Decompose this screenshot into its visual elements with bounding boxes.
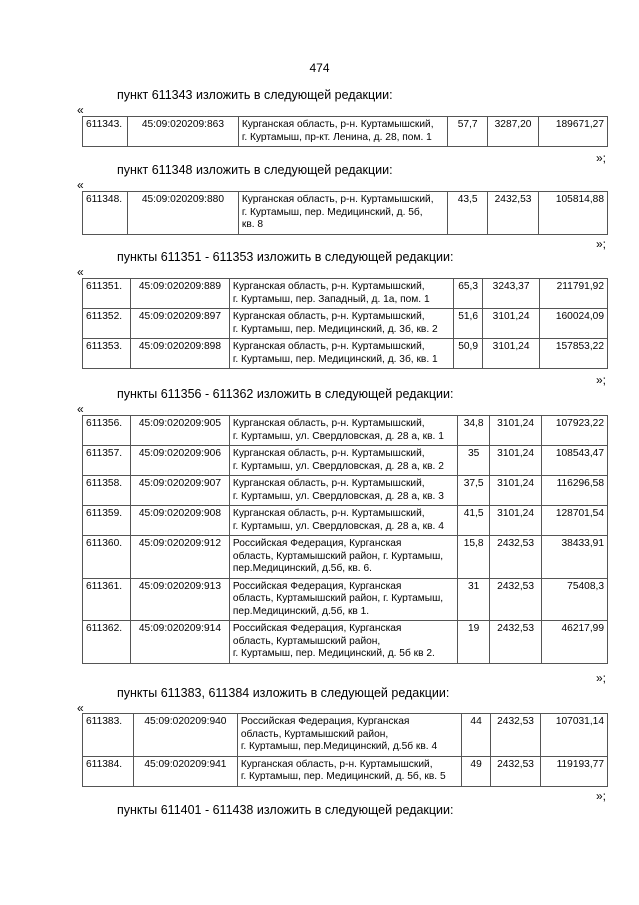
- address-line: Курганская область, р-н. Куртамышский,: [241, 194, 434, 205]
- open-quote: «: [77, 701, 84, 715]
- cadastral-number: 45:09:020209:940: [133, 714, 237, 757]
- area: 49: [462, 756, 491, 786]
- total-value: 105814,88: [539, 192, 608, 235]
- address-line: Курганская область, р-н. Куртамышский,: [232, 341, 425, 352]
- unit-price: 2432,53: [490, 536, 542, 579]
- table-row: [83, 309, 608, 339]
- address-line: Российская Федерация, Курганская: [232, 623, 402, 634]
- address-line: г. Куртамыш, пер. Медицинский, д. 3б, кв. 1: [232, 353, 438, 365]
- table-row: [83, 476, 608, 506]
- cadastral-number: 45:09:020209:905: [130, 416, 229, 446]
- close-quote: »;: [595, 789, 606, 803]
- table-row: [83, 416, 608, 446]
- unit-price: 3101,24: [490, 446, 542, 476]
- registry-table: [82, 278, 608, 369]
- total-value: 128701,54: [542, 506, 608, 536]
- unit-price: 3287,20: [488, 117, 539, 147]
- address: [229, 536, 457, 579]
- address-line: г. Куртамыш, пр-кт. Ленина, д. 28, пом. 1: [241, 131, 432, 143]
- area: 15,8: [458, 536, 490, 579]
- total-value: 38433,91: [542, 536, 608, 579]
- address-line: Курганская область, р-н. Куртамышский,: [232, 418, 425, 429]
- total-value: 160024,09: [540, 309, 608, 339]
- address-line: г. Куртамыш, пер. Медицинский, д. 5б, кв. 5: [240, 771, 446, 782]
- item-number: 611348.: [83, 192, 128, 235]
- unit-price: 3101,24: [490, 416, 542, 446]
- unit-price: 2432,53: [488, 192, 539, 235]
- address-line: Курганская область, р-н. Куртамышский,: [241, 119, 434, 130]
- page-number: 474: [309, 61, 330, 75]
- address: [229, 476, 457, 506]
- cadastral-number: 45:09:020209:907: [130, 476, 229, 506]
- registry-table: [82, 415, 608, 664]
- cadastral-number: 45:09:020209:906: [130, 446, 229, 476]
- registry-table: [82, 191, 608, 235]
- section-heading: пункты 611351 - 611353 изложить в следующей редакции:: [117, 250, 454, 264]
- address-line: Курганская область, р-н. Куртамышский,: [240, 758, 433, 770]
- address: [229, 506, 457, 536]
- table-row: [83, 621, 608, 664]
- table-row: [83, 339, 608, 369]
- address-line: г. Куртамыш, пер. Западный, д. 1а, пом. 1: [232, 293, 430, 305]
- address-line: г. Куртамыш, пер. Медицинский, д. 5б кв 2.: [232, 648, 435, 659]
- address: [229, 446, 457, 476]
- unit-price: 3243,37: [483, 279, 540, 309]
- open-quote: «: [77, 103, 84, 117]
- address-line: область, Куртамышский район,: [240, 728, 389, 740]
- address-line: г. Куртамыш, пер. Медицинский, д. 3б, кв. 2: [232, 323, 438, 335]
- area: 50,9: [454, 339, 483, 369]
- area: 65,3: [454, 279, 483, 309]
- unit-price: 2432,53: [490, 621, 542, 664]
- item-number: 611362.: [83, 621, 131, 664]
- total-value: 108543,47: [542, 446, 608, 476]
- table-row: [83, 446, 608, 476]
- open-quote: «: [77, 265, 84, 279]
- open-quote: «: [77, 402, 84, 416]
- address-line: г. Куртамыш, пер. Медицинский, д. 5б,: [241, 206, 423, 218]
- cadastral-number: 45:09:020209:897: [130, 309, 229, 339]
- open-quote: «: [77, 178, 84, 192]
- item-number: 611383.: [83, 714, 134, 757]
- area: 51,6: [454, 309, 483, 339]
- address-line: Российская Федерация, Курганская: [232, 580, 402, 592]
- total-value: 107031,14: [541, 714, 608, 757]
- address-line: кв. 8: [241, 219, 264, 230]
- address: [238, 192, 447, 235]
- cadastral-number: 45:09:020209:889: [130, 279, 229, 309]
- table-row: [83, 192, 608, 235]
- address-line: г. Куртамыш, ул. Свердловская, д. 28 а, кв. 1: [232, 430, 444, 442]
- item-number: 611359.: [83, 506, 131, 536]
- cadastral-number: 45:09:020209:863: [127, 117, 238, 147]
- item-number: 611356.: [83, 416, 131, 446]
- total-value: 116296,58: [542, 476, 608, 506]
- unit-price: 2432,53: [490, 578, 542, 621]
- area: 31: [458, 578, 490, 621]
- cadastral-number: 45:09:020209:898: [130, 339, 229, 369]
- address-line: г. Куртамыш, ул. Свердловская, д. 28 а, кв. 3: [232, 490, 444, 502]
- cadastral-number: 45:09:020209:941: [133, 756, 237, 786]
- address-line: г. Куртамыш, ул. Свердловская, д. 28 а, кв. 4: [232, 520, 444, 532]
- area: 37,5: [458, 476, 490, 506]
- item-number: 611351.: [83, 279, 131, 309]
- area: 43,5: [448, 192, 488, 235]
- close-quote: »;: [595, 671, 606, 685]
- section-heading: пункты 611401 - 611438 изложить в следующей редакции:: [117, 803, 454, 817]
- table-row: [83, 117, 608, 147]
- total-value: 75408,3: [542, 578, 608, 621]
- total-value: 211791,92: [540, 279, 608, 309]
- cadastral-number: 45:09:020209:914: [130, 621, 229, 664]
- address-line: г. Куртамыш, ул. Свердловская, д. 28 а, кв. 2: [232, 460, 444, 472]
- area: 34,8: [458, 416, 490, 446]
- address: [229, 339, 453, 369]
- item-number: 611361.: [83, 578, 131, 621]
- registry-table: [82, 116, 608, 147]
- area: 35: [458, 446, 490, 476]
- address: [237, 714, 461, 757]
- section-heading: пункты 611356 - 611362 изложить в следующей редакции:: [117, 387, 454, 401]
- address-line: Курганская область, р-н. Куртамышский,: [232, 311, 425, 322]
- address-line: область, Куртамышский район, г. Куртамыш,: [232, 593, 444, 604]
- cadastral-number: 45:09:020209:880: [127, 192, 238, 235]
- total-value: 46217,99: [542, 621, 608, 664]
- table-row: [83, 279, 608, 309]
- address-line: пер.Медицинский, д.5б, кв 1.: [232, 605, 370, 617]
- address: [229, 279, 453, 309]
- total-value: 119193,77: [541, 756, 608, 786]
- address-line: область, Куртамышский район, г. Куртамыш,: [232, 550, 444, 562]
- address-line: Курганская область, р-н. Куртамышский,: [232, 448, 425, 459]
- close-quote: »;: [595, 373, 606, 387]
- address: [229, 416, 457, 446]
- section-heading: пункт 611343 изложить в следующей редакции:: [117, 88, 393, 102]
- address: [237, 756, 461, 786]
- address-line: область, Куртамышский район,: [232, 635, 381, 647]
- item-number: 611352.: [83, 309, 131, 339]
- table-row: [83, 756, 608, 786]
- total-value: 157853,22: [540, 339, 608, 369]
- item-number: 611360.: [83, 536, 131, 579]
- area: 57,7: [448, 117, 488, 147]
- table-row: [83, 578, 608, 621]
- close-quote: »;: [595, 237, 606, 251]
- cadastral-number: 45:09:020209:913: [130, 578, 229, 621]
- cadastral-number: 45:09:020209:912: [130, 536, 229, 579]
- total-value: 189671,27: [539, 117, 608, 147]
- close-quote: »;: [595, 151, 606, 165]
- address-line: Российская Федерация, Курганская: [232, 538, 402, 549]
- unit-price: 3101,24: [490, 476, 542, 506]
- address-line: Курганская область, р-н. Куртамышский,: [232, 478, 425, 489]
- section-heading: пункты 611383, 611384 изложить в следующей редакции:: [117, 686, 450, 700]
- unit-price: 2432,53: [491, 714, 541, 757]
- total-value: 107923,22: [542, 416, 608, 446]
- unit-price: 3101,24: [483, 309, 540, 339]
- address-line: пер.Медицинский, д.5б, кв. 6.: [232, 563, 372, 574]
- unit-price: 3101,24: [483, 339, 540, 369]
- unit-price: 2432,53: [491, 756, 541, 786]
- address: [229, 621, 457, 664]
- item-number: 611384.: [83, 756, 134, 786]
- cadastral-number: 45:09:020209:908: [130, 506, 229, 536]
- item-number: 611358.: [83, 476, 131, 506]
- area: 19: [458, 621, 490, 664]
- address: [229, 309, 453, 339]
- registry-table: [82, 713, 608, 787]
- unit-price: 3101,24: [490, 506, 542, 536]
- section-heading: пункт 611348 изложить в следующей редакции:: [117, 163, 393, 177]
- address: [229, 578, 457, 621]
- address: [238, 117, 447, 147]
- address-line: Курганская область, р-н. Куртамышский,: [232, 508, 425, 519]
- table-row: [83, 506, 608, 536]
- area: 44: [462, 714, 491, 757]
- address-line: Российская Федерация, Курганская: [240, 716, 410, 727]
- item-number: 611357.: [83, 446, 131, 476]
- address-line: Курганская область, р-н. Куртамышский,: [232, 281, 425, 292]
- table-row: [83, 536, 608, 579]
- item-number: 611353.: [83, 339, 131, 369]
- table-row: [83, 714, 608, 757]
- area: 41,5: [458, 506, 490, 536]
- item-number: 611343.: [83, 117, 128, 147]
- address-line: г. Куртамыш, пер.Медицинский, д.5б кв. 4: [240, 741, 438, 752]
